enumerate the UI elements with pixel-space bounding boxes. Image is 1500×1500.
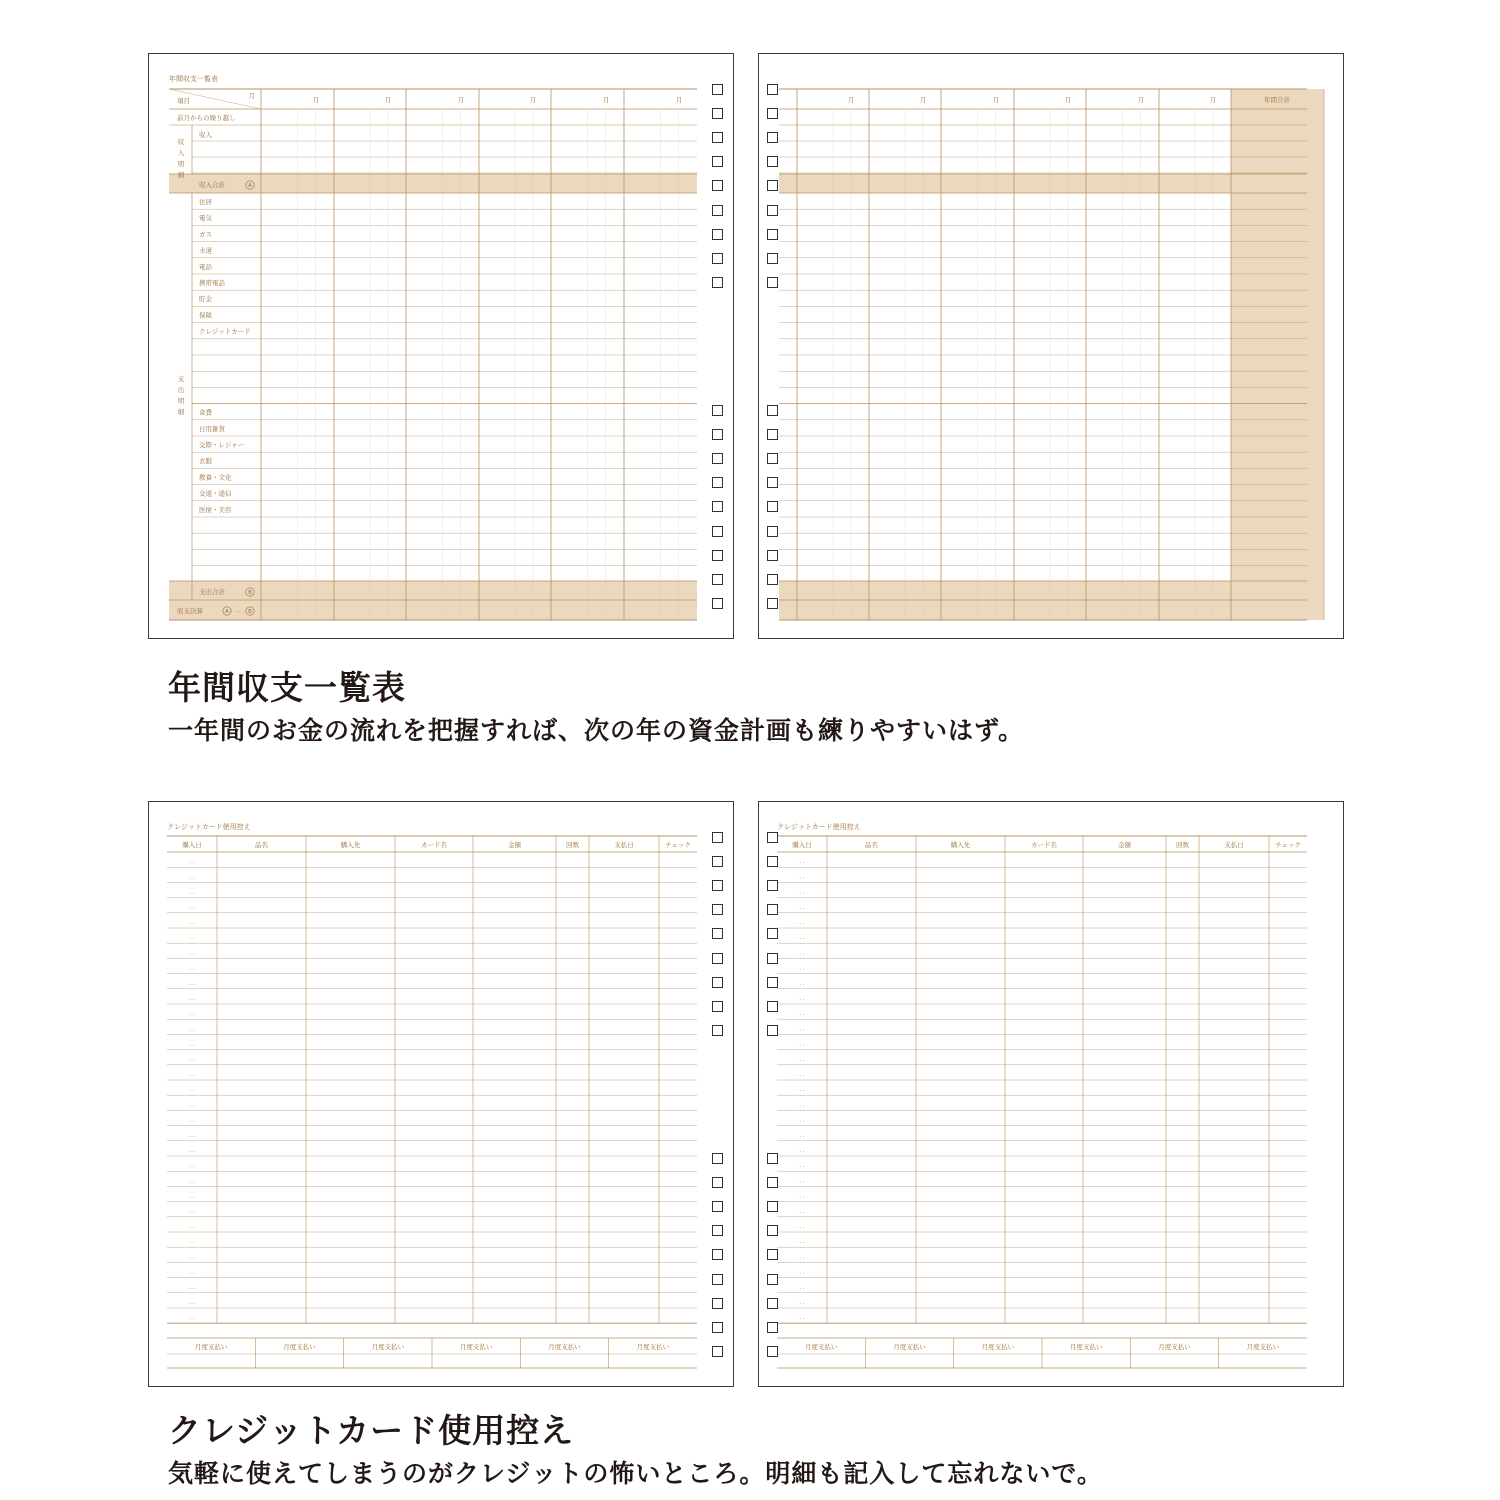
binder-ring-hole: [712, 1001, 723, 1012]
binder-ring-hole: [767, 229, 778, 240]
date-placeholder: . .: [189, 1147, 195, 1154]
mark-a-balance: A: [225, 609, 229, 616]
date-placeholder: . .: [799, 1283, 805, 1291]
binder-ring-hole: [712, 229, 723, 240]
binder-ring-hole: [767, 832, 778, 843]
date-placeholder: . .: [189, 919, 195, 926]
date-placeholder: . .: [799, 1268, 805, 1276]
date-placeholder: . .: [799, 888, 805, 896]
binder-ring-hole: [767, 1001, 778, 1012]
binder-ring-hole: [712, 1153, 723, 1164]
date-placeholder: . .: [189, 873, 195, 881]
binder-ring-hole: [712, 880, 723, 891]
binder-ring-hole: [767, 1322, 778, 1333]
column-header: 購入先: [340, 841, 361, 849]
column-header: 金額: [508, 841, 521, 849]
binder-ring-hole: [767, 574, 778, 585]
binder-ring-hole: [712, 977, 723, 988]
date-placeholder: . .: [799, 1147, 805, 1154]
date-placeholder: . .: [189, 1010, 195, 1018]
binder-ring-hole: [767, 904, 778, 915]
balance-label: 収支決算: [177, 607, 203, 615]
month-header: 月: [1137, 96, 1145, 104]
binder-ring-hole: [767, 953, 778, 964]
month-header: 月: [384, 96, 392, 104]
date-placeholder: . .: [189, 1283, 195, 1291]
binder-ring-hole: [712, 526, 723, 537]
date-placeholder: . .: [189, 1055, 195, 1063]
credit-sheet-left: [148, 801, 734, 1387]
monthly-payment-label: 月度支払い: [1158, 1343, 1191, 1351]
sheet-title: クレジットカード使用控え: [167, 823, 251, 831]
income-section-label: 入: [177, 149, 185, 157]
binder-ring-hole: [767, 453, 778, 464]
binder-ring-hole: [767, 598, 778, 609]
monthly-payment-label: 月度支払い: [804, 1343, 838, 1351]
binder-ring-hole: [767, 132, 778, 143]
binder-ring-hole: [767, 405, 778, 416]
date-placeholder: . .: [799, 1025, 805, 1033]
monthly-payment-label: 月度支払い: [981, 1343, 1015, 1351]
monthly-payment-label: 月度支払い: [283, 1343, 316, 1351]
binder-ring-hole: [712, 405, 723, 416]
income-item-label: 収入: [199, 131, 212, 139]
binder-ring-hole: [712, 856, 723, 867]
binder-ring-hole: [767, 856, 778, 867]
date-placeholder: . .: [189, 1101, 195, 1109]
month-header: 月: [602, 96, 610, 104]
binder-ring-hole: [767, 1153, 778, 1164]
date-placeholder: . .: [189, 979, 195, 987]
binder-ring-hole: [712, 1346, 723, 1357]
binder-ring-hole: [767, 429, 778, 440]
date-placeholder: . .: [189, 1192, 195, 1200]
monthly-payment-label: 月度支払い: [194, 1343, 228, 1351]
binder-ring-hole: [767, 1025, 778, 1036]
binder-ring-hole: [767, 205, 778, 216]
column-header: 品名: [865, 841, 878, 849]
date-placeholder: . .: [799, 1055, 805, 1063]
annual-left-grid: [149, 54, 735, 640]
binder-ring-hole: [712, 1298, 723, 1309]
date-placeholder: . .: [189, 1162, 195, 1170]
credit-caption-subtitle: 気軽に使えてしまうのがクレジットの怖いところ。明細も記入して忘れないで。: [168, 1459, 1103, 1488]
column-header: 支払日: [614, 841, 634, 849]
date-placeholder: . .: [799, 1192, 805, 1200]
binder-ring-hole: [712, 453, 723, 464]
binder-ring-hole: [767, 108, 778, 119]
month-header: 月: [847, 96, 855, 104]
date-placeholder: . .: [189, 1025, 195, 1033]
expense-section-label: 細: [177, 408, 185, 416]
column-header: チェック: [665, 841, 691, 849]
date-placeholder: . .: [189, 1116, 195, 1124]
date-placeholder: . .: [189, 934, 195, 942]
date-placeholder: . .: [799, 949, 805, 957]
date-placeholder: . .: [799, 1238, 805, 1246]
carry-over-label: 前月からの繰り越し: [177, 114, 236, 122]
month-header: 月: [992, 96, 1000, 104]
binder-ring-hole: [712, 550, 723, 561]
column-header: 支払日: [1224, 841, 1244, 849]
date-placeholder: . .: [799, 979, 805, 987]
binder-ring-hole: [712, 429, 723, 440]
binder-ring-hole: [712, 1225, 723, 1236]
date-placeholder: . .: [189, 964, 195, 972]
column-header: チェック: [1275, 841, 1301, 849]
annual-caption-subtitle: 一年間のお金の流れを把握すれば、次の年の資金計画も練りやすいはず。: [168, 716, 1025, 745]
binder-ring-hole: [767, 501, 778, 512]
binder-ring-hole: [712, 832, 723, 843]
date-placeholder: . .: [799, 995, 805, 1002]
column-header: 購入日: [792, 841, 812, 849]
expense-item-label: 電話: [199, 262, 212, 271]
date-placeholder: . .: [799, 1253, 805, 1261]
binder-ring-hole: [712, 501, 723, 512]
binder-ring-hole: [767, 156, 778, 167]
expense-item-label: 水道: [199, 246, 212, 255]
monthly-payment-label: 月度支払い: [893, 1343, 926, 1351]
income-total-label: 収入合計: [199, 181, 225, 189]
date-placeholder: . .: [799, 1010, 805, 1018]
sheet-title: クレジットカード使用控え: [777, 823, 861, 831]
income-section-label: 明: [177, 160, 185, 168]
binder-ring-hole: [712, 598, 723, 609]
date-placeholder: . .: [799, 1223, 805, 1230]
expense-item-label: 貯金: [199, 295, 212, 304]
credit-left-grid: [149, 802, 735, 1388]
month-header: 月: [675, 96, 683, 104]
date-placeholder: . .: [189, 1268, 195, 1276]
credit-right-grid: [759, 802, 1345, 1388]
month-header: 月: [529, 96, 537, 104]
expense-item-label: 住居: [199, 198, 212, 206]
date-placeholder: . .: [189, 1131, 195, 1139]
sheet-title: 年間収支一覧表: [169, 75, 218, 83]
binder-ring-hole: [712, 904, 723, 915]
date-placeholder: . .: [189, 1040, 195, 1048]
date-placeholder: . .: [189, 1253, 195, 1261]
annual-total-header: 年間合計: [1264, 96, 1290, 104]
expense-total-band: [779, 581, 1307, 620]
expense-item-label: 日用雑貨: [199, 424, 225, 433]
binder-ring-hole: [712, 1274, 723, 1285]
monthly-payment-label: 月度支払い: [1246, 1343, 1280, 1351]
binder-ring-hole: [712, 180, 723, 191]
monthly-payment-label: 月度支払い: [636, 1343, 670, 1351]
income-section-label: 細: [177, 171, 185, 179]
mark-b-balance: B: [248, 609, 252, 616]
binder-ring-hole: [767, 180, 778, 191]
date-placeholder: . .: [189, 1223, 195, 1230]
binder-ring-hole: [712, 477, 723, 488]
binder-ring-hole: [712, 156, 723, 167]
expense-section-label: 明: [177, 397, 185, 405]
date-placeholder: . .: [189, 888, 195, 896]
date-placeholder: . .: [799, 873, 805, 881]
income-total-band: [779, 174, 1307, 193]
month-header: 月: [1064, 96, 1072, 104]
binder-ring-hole: [712, 574, 723, 585]
month-header: 月: [919, 96, 927, 104]
item-label: 項目: [177, 97, 190, 105]
binder-ring-hole: [767, 84, 778, 95]
binder-ring-hole: [712, 84, 723, 95]
column-header: 回数: [1176, 841, 1189, 849]
binder-ring-hole: [767, 277, 778, 288]
date-placeholder: . .: [799, 1207, 805, 1215]
credit-caption-title: クレジットカード使用控え: [168, 1411, 575, 1450]
expense-item-label: 医療・美容: [199, 505, 232, 514]
month-label: 月: [248, 92, 255, 100]
mark-b: B: [248, 590, 252, 597]
date-placeholder: . .: [799, 1116, 805, 1124]
binder-ring-hole: [767, 253, 778, 264]
binder-ring-hole: [767, 477, 778, 488]
monthly-payment-label: 月度支払い: [1069, 1343, 1103, 1351]
column-header: 購入先: [950, 841, 971, 849]
date-placeholder: . .: [799, 1101, 805, 1109]
binder-ring-hole: [712, 277, 723, 288]
expense-item-label: 保険: [199, 311, 212, 320]
date-placeholder: . .: [189, 1238, 195, 1246]
binder-ring-hole: [767, 928, 778, 939]
date-placeholder: . .: [799, 858, 805, 866]
expense-item-label: ガス: [199, 230, 212, 239]
date-placeholder: . .: [799, 1299, 805, 1306]
column-header: カード名: [1031, 841, 1057, 849]
binder-ring-hole: [712, 108, 723, 119]
date-placeholder: . .: [799, 1040, 805, 1048]
binder-ring-hole: [712, 253, 723, 264]
date-placeholder: . .: [189, 995, 195, 1002]
credit-sheet-right: [758, 801, 1344, 1387]
expense-item-label: 携帯電話: [199, 279, 225, 287]
binder-ring-hole: [712, 928, 723, 939]
date-placeholder: . .: [799, 903, 805, 911]
monthly-payment-label: 月度支払い: [548, 1343, 581, 1351]
annual-right-grid: [759, 54, 1345, 640]
date-placeholder: . .: [799, 964, 805, 972]
column-header: カード名: [421, 841, 447, 849]
column-header: 品名: [255, 841, 268, 849]
date-placeholder: . .: [799, 1314, 805, 1322]
binder-ring-hole: [712, 1322, 723, 1333]
binder-ring-hole: [712, 1201, 723, 1212]
date-placeholder: . .: [799, 1177, 805, 1185]
date-placeholder: . .: [189, 1314, 195, 1322]
column-header: 購入日: [182, 841, 202, 849]
binder-ring-hole: [712, 1249, 723, 1260]
binder-ring-hole: [767, 1274, 778, 1285]
binder-ring-hole: [712, 205, 723, 216]
expense-item-label: 交際・レジャー: [199, 441, 245, 449]
column-header: 回数: [566, 841, 579, 849]
date-placeholder: . .: [189, 1086, 195, 1094]
month-header: 月: [457, 96, 465, 104]
date-placeholder: . .: [799, 1131, 805, 1139]
binder-ring-hole: [767, 1346, 778, 1357]
expense-total-label: 支出合計: [199, 588, 225, 596]
expense-item-label: 食費: [199, 408, 212, 417]
date-placeholder: . .: [799, 934, 805, 942]
column-header: 金額: [1118, 841, 1131, 849]
expense-item-label: 教養・文化: [199, 473, 232, 482]
date-placeholder: . .: [189, 1207, 195, 1215]
expense-item-label: 衣服: [199, 457, 212, 466]
binder-ring-hole: [767, 526, 778, 537]
date-placeholder: . .: [189, 1299, 195, 1306]
date-placeholder: . .: [189, 903, 195, 911]
date-placeholder: . .: [189, 1071, 195, 1078]
annual-sheet-right: [758, 53, 1344, 639]
expense-item-label: クレジットカード: [199, 327, 251, 336]
date-placeholder: . .: [799, 1071, 805, 1078]
binder-ring-hole: [767, 977, 778, 988]
date-placeholder: . .: [189, 949, 195, 957]
binder-ring-hole: [712, 1025, 723, 1036]
binder-ring-hole: [767, 550, 778, 561]
binder-ring-hole: [767, 1201, 778, 1212]
expense-section-label: 支: [177, 375, 185, 383]
annual-caption-title: 年間収支一覧表: [168, 668, 406, 707]
date-placeholder: . .: [189, 858, 195, 866]
date-placeholder: . .: [799, 1086, 805, 1094]
date-placeholder: . .: [189, 1177, 195, 1185]
expense-item-label: 電気: [199, 214, 212, 223]
binder-ring-hole: [767, 880, 778, 891]
binder-ring-hole: [712, 1177, 723, 1188]
annual-total-column: [1231, 89, 1324, 620]
binder-ring-hole: [712, 132, 723, 143]
month-header: 月: [312, 96, 320, 104]
mark-a: A: [248, 183, 252, 190]
income-section-label: 収: [177, 138, 185, 146]
expense-section-label: 出: [177, 386, 185, 394]
binder-ring-hole: [767, 1249, 778, 1260]
binder-ring-hole: [767, 1298, 778, 1309]
date-placeholder: . .: [799, 1162, 805, 1170]
annual-sheet-left: [148, 53, 734, 639]
binder-ring-hole: [767, 1177, 778, 1188]
expense-item-label: 交通・通信: [199, 489, 232, 498]
date-placeholder: . .: [799, 919, 805, 926]
binder-ring-hole: [767, 1225, 778, 1236]
minus-sign: -: [236, 607, 240, 615]
monthly-payment-label: 月度支払い: [459, 1343, 493, 1351]
monthly-payment-label: 月度支払い: [371, 1343, 405, 1351]
binder-ring-hole: [712, 953, 723, 964]
month-header: 月: [1209, 96, 1217, 104]
